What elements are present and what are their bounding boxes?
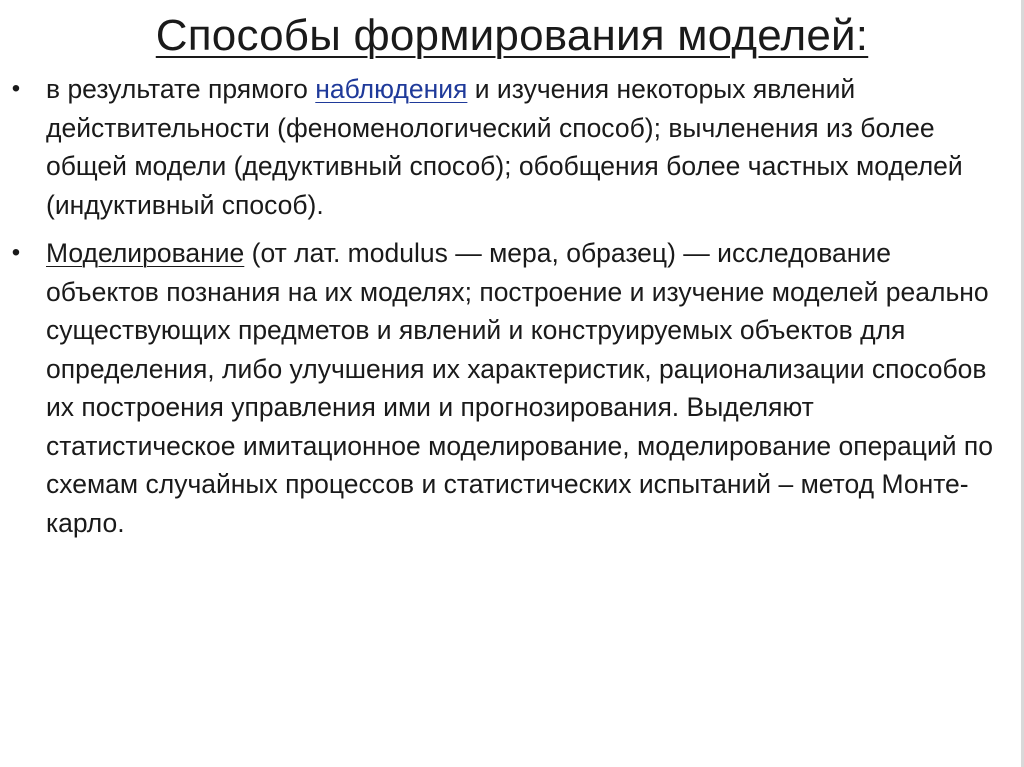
bullet-marker-icon: •: [11, 239, 21, 266]
bullet-item-2: [0, 234, 1024, 542]
bullet-marker-icon: •: [11, 75, 21, 102]
bullet-item-1: [0, 70, 1024, 224]
modeling-term: Моделирование: [46, 238, 245, 268]
bullet-2-text: (от лат. modulus — мера, образец) — исследование объектов познания на их моделях; построение и изучение моделей реально существующих предметов и явлений и конструируемых объектов для определения, либо улучшения их характеристик, рационализации способов их построения управления ими и прогнозирования. Выделяют статистическое имитационное моделирование, моделирование операций по схемам случайных процессов и статистических испытаний – метод Монте-карло.: [46, 238, 994, 538]
slide-title: Способы формирования моделей:: [155, 11, 869, 60]
bullet-list: [0, 70, 1024, 552]
bullet-1-text-start: в результате прямого: [46, 74, 316, 104]
observation-link[interactable]: наблюдения: [315, 74, 468, 104]
bullet-1-text-end: и изучения некоторых явлений действительности (феноменологический способ); вычленения из более общей модели (дедуктивный способ); обобщения более частных моделей (индуктивный способ).: [46, 74, 963, 220]
